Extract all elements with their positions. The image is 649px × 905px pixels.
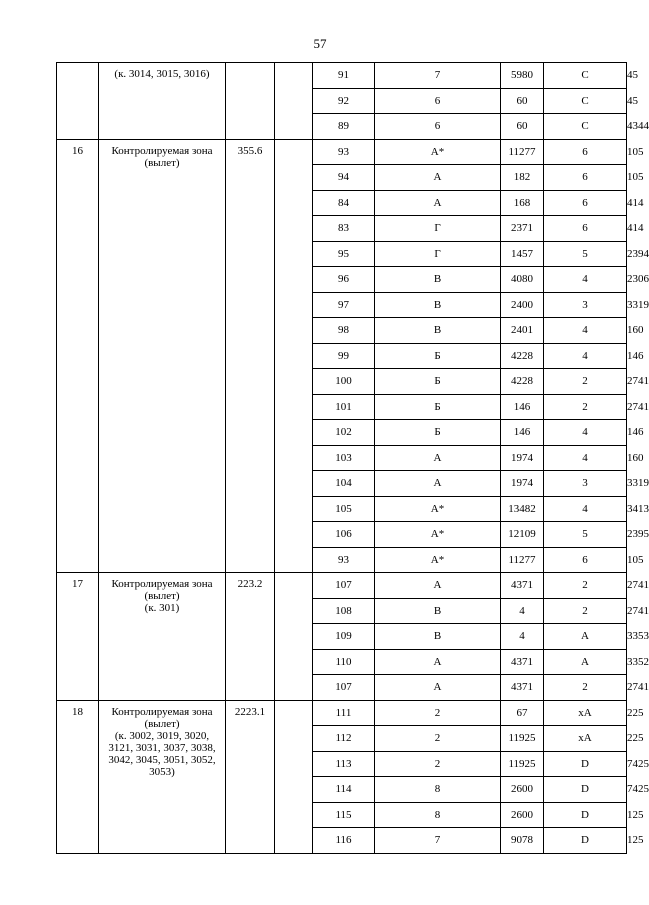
zone-table	[56, 62, 649, 854]
distance-cell: 2401	[501, 318, 544, 344]
category-cell: В	[375, 267, 501, 293]
distance-cell: 1974	[501, 471, 544, 497]
table-row: 83 Г 2371 6 414	[57, 216, 627, 242]
category-cell: А	[375, 675, 501, 701]
distance-cell: 182	[501, 165, 544, 191]
category-cell: 6	[375, 88, 501, 114]
zone-description-line: 3042, 3045, 3051, 3052,	[108, 753, 216, 766]
point-number-cell: 93	[313, 547, 375, 573]
distance-cell: 2371	[501, 216, 544, 242]
category-cell: А*	[375, 139, 501, 165]
category-cell: Г	[375, 241, 501, 267]
class-cell: 2	[544, 369, 627, 395]
distance-cell: 13482	[501, 496, 544, 522]
point-number-cell: 111	[313, 700, 375, 726]
point-number-cell: 101	[313, 394, 375, 420]
zone-description-line: (вылет)	[144, 717, 180, 730]
class-cell: D	[544, 777, 627, 803]
zone-description-line: (вылет)	[144, 590, 180, 602]
table-row: 97 В 2400 3 3319	[57, 292, 627, 318]
table-row: 89 6 60 C 4344	[57, 114, 627, 140]
distance-cell: 4	[501, 598, 544, 624]
table-row: 17 Контролируемая зона (вылет) (к. 301) 223.2 107 А 4371 2 2741	[57, 573, 627, 599]
point-number-cell: 113	[313, 751, 375, 777]
point-number-cell: 100	[313, 369, 375, 395]
distance-cell: 67	[501, 700, 544, 726]
zone-description-line: Контролируемая зона	[111, 578, 213, 590]
class-cell: 4	[544, 267, 627, 293]
category-cell: 7	[375, 828, 501, 854]
distance-cell: 2400	[501, 292, 544, 318]
distance-cell: 146	[501, 420, 544, 446]
category-cell: А	[375, 573, 501, 599]
point-number-cell: 96	[313, 267, 375, 293]
category-cell: А	[375, 445, 501, 471]
class-cell: А	[544, 624, 627, 650]
table-row: 102 Б 146 4 146	[57, 420, 627, 446]
category-cell: В	[375, 598, 501, 624]
zone-description-cell	[99, 573, 226, 701]
table-row: 108 В 4 2 2741	[57, 598, 627, 624]
table-row: (к. 3014, 3015, 3016) 91 7 5980 C 45	[57, 63, 627, 89]
point-number-cell: 109	[313, 624, 375, 650]
table-row: 106 А* 12109 5 2395	[57, 522, 627, 548]
table-row: 95 Г 1457 5 2394	[57, 241, 627, 267]
distance-cell: 2600	[501, 777, 544, 803]
point-number-cell: 84	[313, 190, 375, 216]
point-number-cell: 114	[313, 777, 375, 803]
table-row: 92 6 60 C 45	[57, 88, 627, 114]
point-number-cell: 104	[313, 471, 375, 497]
category-cell: 8	[375, 777, 501, 803]
table-row: 112 2 11925 хА 225	[57, 726, 627, 752]
table-body	[57, 63, 649, 854]
distance-cell: 11925	[501, 751, 544, 777]
zone-value-cell: 2223.1	[226, 700, 275, 853]
category-cell: В	[375, 624, 501, 650]
category-cell: 6	[375, 114, 501, 140]
category-cell: А*	[375, 547, 501, 573]
point-number-cell: 98	[313, 318, 375, 344]
point-number-cell: 108	[313, 598, 375, 624]
class-cell: 3	[544, 471, 627, 497]
distance-cell: 12109	[501, 522, 544, 548]
point-number-cell: 115	[313, 802, 375, 828]
distance-cell: 1974	[501, 445, 544, 471]
blank-cell	[275, 700, 313, 853]
category-cell: А	[375, 471, 501, 497]
category-cell: 2	[375, 726, 501, 752]
category-cell: Г	[375, 216, 501, 242]
point-number-cell: 103	[313, 445, 375, 471]
distance-cell: 4228	[501, 343, 544, 369]
distance-cell: 4371	[501, 649, 544, 675]
category-cell: 2	[375, 700, 501, 726]
table-row: 101 Б 146 2 2741	[57, 394, 627, 420]
zone-description-cell	[99, 139, 226, 573]
point-number-cell: 116	[313, 828, 375, 854]
table-row: 100 Б 4228 2 2741	[57, 369, 627, 395]
point-number-cell: 107	[313, 573, 375, 599]
point-number-cell: 105	[313, 496, 375, 522]
table-row: 99 Б 4228 4 146	[57, 343, 627, 369]
zone-description-line: (вылет)	[144, 156, 180, 169]
distance-cell: 146	[501, 394, 544, 420]
class-cell: хА	[544, 700, 627, 726]
category-cell: А	[375, 649, 501, 675]
class-cell: 6	[544, 190, 627, 216]
zone-description-cell	[99, 700, 226, 853]
table-row: 94 А 182 6 105	[57, 165, 627, 191]
distance-cell: 2600	[501, 802, 544, 828]
table-row: 107 А 4371 2 2741	[57, 675, 627, 701]
class-cell: 6	[544, 165, 627, 191]
category-cell: Б	[375, 343, 501, 369]
table-row: 115 8 2600 D 125	[57, 802, 627, 828]
table-row: 116 7 9078 D 125	[57, 828, 627, 854]
zone-value-cell	[226, 63, 275, 140]
category-cell: А	[375, 190, 501, 216]
point-number-cell: 97	[313, 292, 375, 318]
distance-cell: 11925	[501, 726, 544, 752]
class-cell: C	[544, 88, 627, 114]
class-cell: D	[544, 802, 627, 828]
point-number-cell: 106	[313, 522, 375, 548]
point-number-cell: 107	[313, 675, 375, 701]
table-row: 96 В 4080 4 2306	[57, 267, 627, 293]
point-number-cell: 99	[313, 343, 375, 369]
zone-description-cell	[99, 63, 226, 140]
table-row: 93 А* 11277 6 105	[57, 547, 627, 573]
table-row: 103 А 1974 4 160	[57, 445, 627, 471]
category-cell: Б	[375, 420, 501, 446]
class-cell: C	[544, 63, 627, 89]
distance-cell: 60	[501, 88, 544, 114]
point-number-cell: 112	[313, 726, 375, 752]
point-number-cell: 93	[313, 139, 375, 165]
category-cell: А*	[375, 522, 501, 548]
zone-description-line: Контролируемая зона	[111, 144, 213, 157]
distance-cell: 4	[501, 624, 544, 650]
group-number-cell	[57, 63, 99, 140]
distance-cell: 11277	[501, 547, 544, 573]
class-cell: 4	[544, 318, 627, 344]
class-cell: 6	[544, 547, 627, 573]
point-number-cell: 92	[313, 88, 375, 114]
point-number-cell: 95	[313, 241, 375, 267]
class-cell: 6	[544, 139, 627, 165]
distance-cell: 5980	[501, 63, 544, 89]
category-cell: А*	[375, 496, 501, 522]
zone-value-cell: 223.2	[226, 573, 275, 701]
table-row: 110 А 4371 А 3352	[57, 649, 627, 675]
class-cell: D	[544, 751, 627, 777]
class-cell: 2	[544, 675, 627, 701]
group-number-cell: 16	[57, 139, 99, 573]
table-row: 98 В 2401 4 160	[57, 318, 627, 344]
class-cell: 3	[544, 292, 627, 318]
zone-description-line: (к. 3014, 3015, 3016)	[114, 68, 210, 80]
category-cell: 2	[375, 751, 501, 777]
blank-cell	[275, 139, 313, 573]
class-cell: 5	[544, 522, 627, 548]
point-number-cell: 94	[313, 165, 375, 191]
group-number-cell: 17	[57, 573, 99, 701]
distance-cell: 9078	[501, 828, 544, 854]
category-cell: Б	[375, 369, 501, 395]
category-cell: А	[375, 165, 501, 191]
class-cell: 2	[544, 598, 627, 624]
distance-cell: 4371	[501, 573, 544, 599]
class-cell: 4	[544, 420, 627, 446]
class-cell: 4	[544, 496, 627, 522]
class-cell: 2	[544, 573, 627, 599]
point-number-cell: 83	[313, 216, 375, 242]
zone-value-cell: 355.6	[226, 139, 275, 573]
category-cell: 7	[375, 63, 501, 89]
category-cell: Б	[375, 394, 501, 420]
zone-description-line: (к. 3002, 3019, 3020,	[114, 729, 210, 742]
category-cell: 8	[375, 802, 501, 828]
blank-cell	[275, 63, 313, 140]
table-row: 104 А 1974 3 3319	[57, 471, 627, 497]
blank-cell	[275, 573, 313, 701]
table-row: 16 Контролируемая зона (вылет) 355.6 93 А* 11277 6 105	[57, 139, 627, 165]
class-cell: 6	[544, 216, 627, 242]
distance-cell: 60	[501, 114, 544, 140]
point-number-cell: 102	[313, 420, 375, 446]
table-row: 105 А* 13482 4 3413	[57, 496, 627, 522]
class-cell: хА	[544, 726, 627, 752]
table-row: 84 А 168 6 414	[57, 190, 627, 216]
category-cell: В	[375, 318, 501, 344]
category-cell: В	[375, 292, 501, 318]
table-row: 109 В 4 А 3353	[57, 624, 627, 650]
distance-cell: 4080	[501, 267, 544, 293]
class-cell: 2	[544, 394, 627, 420]
table-row: 114 8 2600 D 7425	[57, 777, 627, 803]
distance-cell: 4228	[501, 369, 544, 395]
class-cell: А	[544, 649, 627, 675]
point-number-cell: 110	[313, 649, 375, 675]
class-cell: 4	[544, 445, 627, 471]
distance-cell: 4371	[501, 675, 544, 701]
table-row: 113 2 11925 D 7425	[57, 751, 627, 777]
distance-cell: 11277	[501, 139, 544, 165]
distance-cell: 168	[501, 190, 544, 216]
point-number-cell: 91	[313, 63, 375, 89]
page-number: 57	[313, 36, 327, 51]
zone-description-line: Контролируемая зона	[111, 705, 213, 718]
point-number-cell: 89	[313, 114, 375, 140]
group-number-cell: 18	[57, 700, 99, 853]
zone-description-line: 3121, 3031, 3037, 3038,	[108, 741, 216, 754]
class-cell: 4	[544, 343, 627, 369]
class-cell: C	[544, 114, 627, 140]
table-row: 18 Контролируемая зона (вылет) (к. 3002, 3019, 3020, 3121, 3031, 3037, 3038, 3042, 3045, 3051, 3052, 3053) 2223.1 111 2 67 хА 225	[57, 700, 627, 726]
class-cell: D	[544, 828, 627, 854]
zone-description-line: (к. 301)	[144, 602, 180, 614]
class-cell: 5	[544, 241, 627, 267]
distance-cell: 1457	[501, 241, 544, 267]
zone-description-line: 3053)	[149, 765, 175, 778]
